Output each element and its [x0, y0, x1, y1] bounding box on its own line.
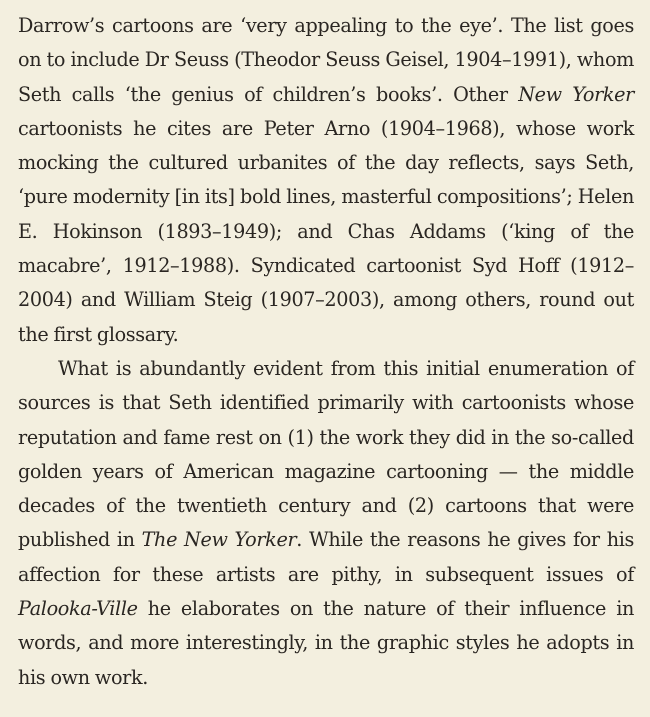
paragraph-sources-analysis — [18, 352, 634, 695]
text-segment: cartoonists he cites are Peter Arno (1904–1968), whose work mocking the cultured urbanites of the day reflects, says Seth, ‘pure modernity [in its] bold lines, masterful compositions’; Helen E. Hokinson (1893–1949); and Chas Addams (‘king of the macabre’, 1912–1988). Syndicated cartoonist Syd Hoff (1912–2004) and William Steig (1907–2003), among others, round out the first glossary. — [18, 116, 634, 346]
italic-title-new-yorker: New Yorker — [518, 82, 634, 106]
text-segment: Darrow’s cartoons are ‘very appealing to the eye’. The list goes on to include Dr Seuss (Theodor Seuss Geisel, 1904–1991), whom Seth calls ‘the genius of children’s books’. Other — [18, 14, 634, 106]
text-segment: What is abundantly evident from this initial enumeration of sources is that Seth identified primarily with cartoonists whose reputation and fame rest on (1) the work they did in the so-called golden years of American magazine cartooning — the middle decades of the twentieth century and (2) cartoons that were published in — [18, 356, 634, 552]
italic-title-palooka-ville: Palooka-Ville — [18, 597, 138, 621]
italic-title-the-new-yorker: The New Yorker — [141, 528, 297, 552]
text-segment: he elaborates on the nature of their influence in words, and more interestingly, in the graphic styles he adopts in his own work. — [18, 597, 634, 689]
paragraph-cartoonist-list — [18, 9, 634, 352]
text-segment: . While the reasons he gives for his affection for these artists are pithy, in subsequent issues of — [18, 528, 634, 586]
